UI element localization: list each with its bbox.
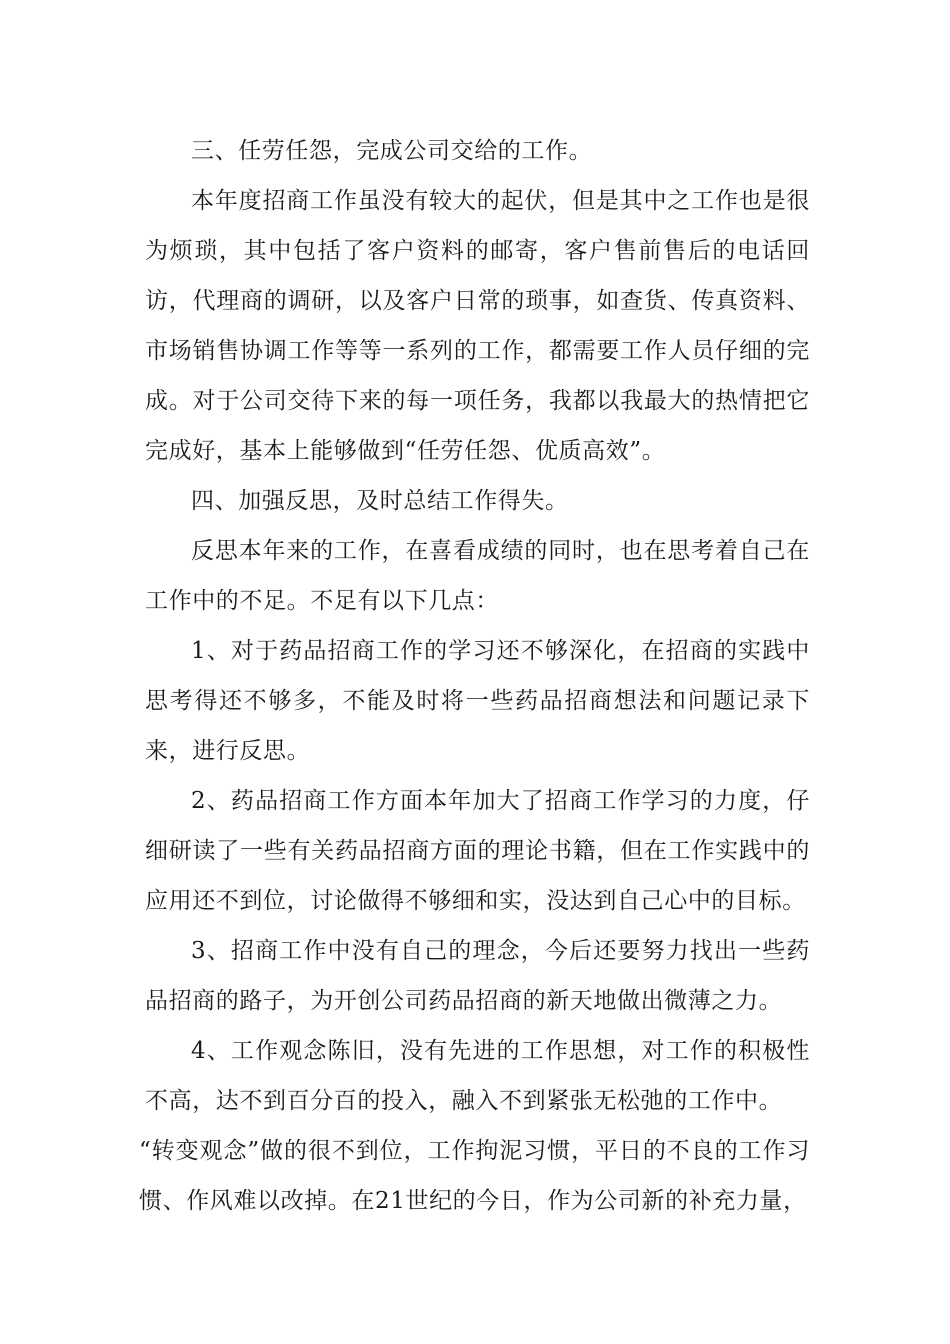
list-item-4: 4、工作观念陈旧，没有先进的工作思想，对工作的积极性不高，达不到百分百的投入，融入不到紧张无松弛的工作中。 — [145, 1038, 810, 1114]
paragraph-reflection: 反思本年来的工作，在喜看成绩的同时，也在思考着自己在工作中的不足。不足有以下几点： — [145, 538, 810, 614]
paragraph-change-concept: “转变观念”做的很不到位，工作拘泥习惯，平日的不良的工作习惯、作风难以改掉。在21世纪的今日，作为公司新的补充力量， — [139, 1138, 810, 1214]
list-item-2: 2、药品招商工作方面本年加大了招商工作学习的力度，仔细研读了一些有关药品招商方面的理论书籍，但在工作实践中的应用还不到位，讨论做得不够细和实，没达到自己心中的目标。 — [145, 788, 810, 914]
paragraph-recruitment-work: 本年度招商工作虽没有较大的起伏，但是其中之工作也是很为烦琐，其中包括了客户资料的邮寄，客户售前售后的电话回访，代理商的调研，以及客户日常的琐事，如查货、传真资料、市场销售协调工作等等一系列的工作，都需要工作人员仔细的完成。对于公司交待下来的每一项任务，我都以我最大的热情把它完成好，基本上能够做到“任劳任怨、优质高效”。 — [145, 188, 810, 464]
section-heading-3: 三、任劳任怨，完成公司交给的工作。 — [191, 138, 593, 164]
document-body — [139, 126, 810, 1226]
section-heading-4: 四、加强反思，及时总结工作得失。 — [191, 488, 569, 514]
list-item-1: 1、对于药品招商工作的学习还不够深化，在招商的实践中思考得还不够多，不能及时将一些药品招商想法和问题记录下来，进行反思。 — [145, 638, 810, 764]
list-item-3: 3、招商工作中没有自己的理念，今后还要努力找出一些药品招商的路子，为开创公司药品招商的新天地做出微薄之力。 — [145, 938, 810, 1014]
